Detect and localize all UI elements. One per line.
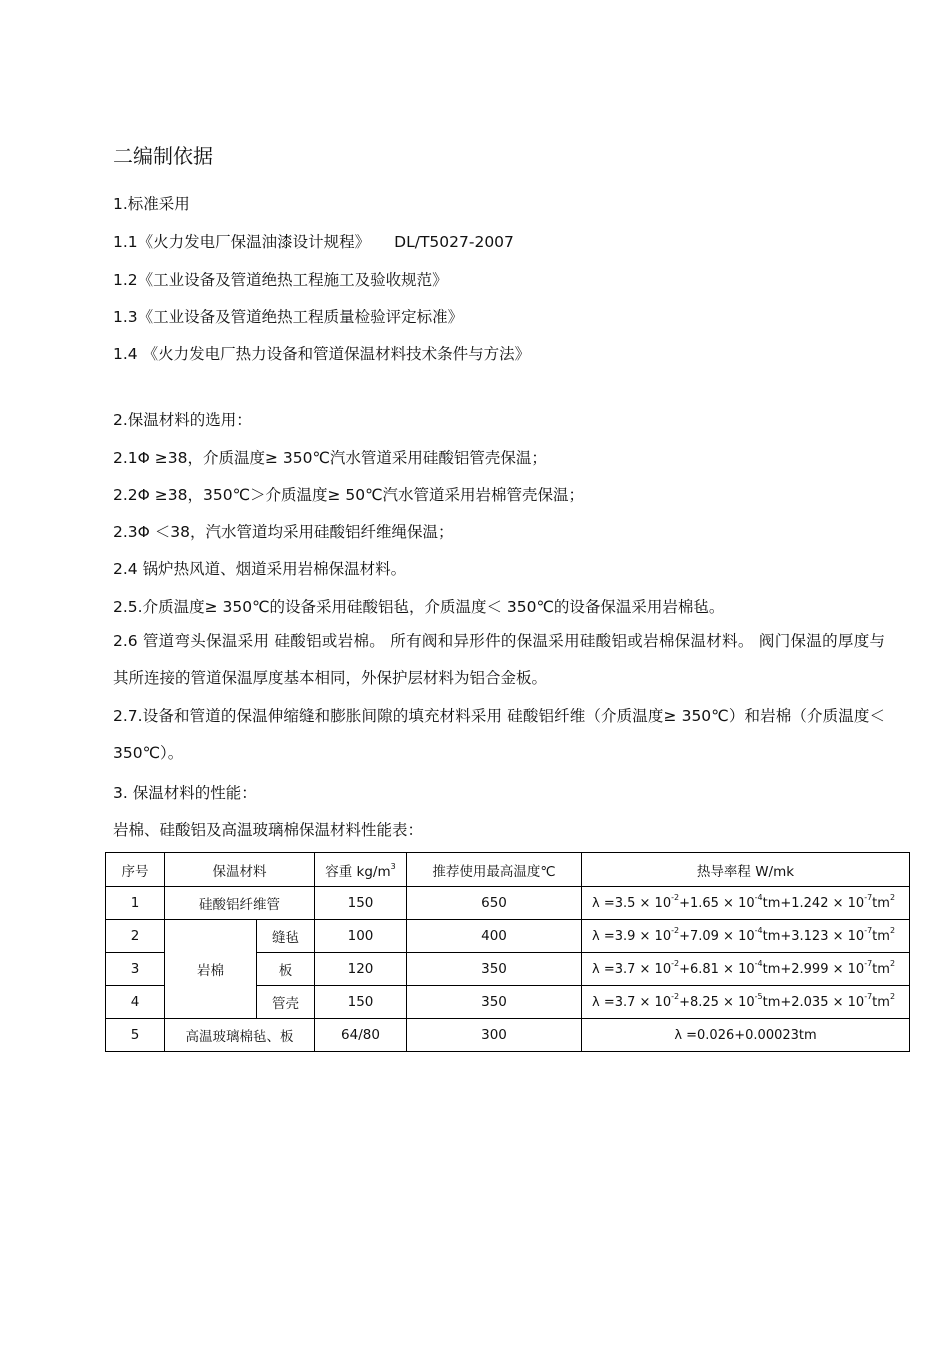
- cell-density: 100: [315, 920, 407, 953]
- material-item-2-2: 2.2Φ ≥38，350℃＞介质温度≥ 50℃汽水管道采用岩棉管壳保温；: [113, 486, 585, 504]
- cell-density: 150: [315, 887, 407, 920]
- table-row: [106, 887, 910, 920]
- material-item-2-5: 2.5.介质温度≥ 350℃的设备采用硅酸铝毡，介质温度＜ 350℃的设备保温采用岩棉毡。: [113, 598, 725, 616]
- cell-temp: 400: [407, 920, 582, 953]
- header-density: 容重 $kg/m^3$: [315, 853, 407, 887]
- standard-item-4: 1.4 《火力发电厂热力设备和管道保温材料技术条件与方法》: [113, 345, 531, 363]
- header-material: 保温材料: [165, 853, 315, 887]
- cell-conductivity: $\lambda =3.7 \times 10^{-2}+6.81 \times 10^{-4}tm+2.999 \times 10^{-7}tm^2$: [582, 953, 910, 986]
- section3-title: 3. 保温材料的性能：: [113, 784, 257, 802]
- standard-item-2: 1.2《工业设备及管道绝热工程施工及验收规范》: [113, 271, 448, 289]
- standard-item-1: [113, 230, 514, 252]
- cell-conductivity: $\lambda =3.7 \times 10^{-2}+8.25 \times 10^{-5}tm+2.035 \times 10^{-7}tm^2$: [582, 986, 910, 1019]
- header-temp: 推荐使用最高温度℃: [407, 853, 582, 887]
- cell-density: 150: [315, 986, 407, 1019]
- cell-no: 5: [106, 1019, 165, 1052]
- cell-material-sub: 缝毡: [257, 920, 315, 953]
- section1-title: 1.标准采用: [113, 195, 190, 213]
- cell-material-group: 岩棉: [165, 920, 257, 1019]
- cell-temp: 350: [407, 986, 582, 1019]
- cell-no: 2: [106, 920, 165, 953]
- table-header-row: [106, 853, 910, 887]
- standard-item-3: 1.3《工业设备及管道绝热工程质量检验评定标准》: [113, 308, 464, 326]
- cell-temp: 650: [407, 887, 582, 920]
- table-caption: 岩棉、硅酸铝及高温玻璃棉保温材料性能表：: [113, 821, 424, 839]
- material-item-2-6: 2.6 管道弯头保温采用 硅酸铝或岩棉。 所有阀和异形件的保温采用硅酸铝或岩棉保温材料。 阀门保温的厚度与其所连接的管道保温厚度基本相同，外保护层材料为铝合金板。: [113, 632, 885, 687]
- cell-material: 高温玻璃棉毡、板: [165, 1019, 315, 1052]
- cell-density: 120: [315, 953, 407, 986]
- insulation-performance-table: [105, 852, 910, 1052]
- cell-no: 1: [106, 887, 165, 920]
- cell-material-sub: 管壳: [257, 986, 315, 1019]
- cell-no: 4: [106, 986, 165, 1019]
- material-item-2-7: 2.7.设备和管道的保温伸缩缝和膨胀间隙的填充材料采用 硅酸铝纤维（介质温度≥ 350℃）和岩棉（介质温度＜ 350℃）。: [113, 707, 885, 762]
- standard-name: 1.1《火力发电厂保温油漆设计规程》: [113, 233, 371, 251]
- material-item-2-3: 2.3Φ ＜38，汽水管道均采用硅酸铝纤维绳保温；: [113, 523, 454, 541]
- cell-conductivity: $\lambda =3.9 \times 10^{-2}+7.09 \times 10^{-4}tm+3.123 \times 10^{-7}tm^2$: [582, 920, 910, 953]
- section2-title: 2.保温材料的选用：: [113, 411, 252, 429]
- material-item-2-4: 2.4 锅炉热风道、烟道采用岩棉保温材料。: [113, 560, 407, 578]
- cell-no: 3: [106, 953, 165, 986]
- cell-density: 64/80: [315, 1019, 407, 1052]
- cell-material: 硅酸铝纤维管: [165, 887, 315, 920]
- section-heading: 二编制依据: [113, 144, 213, 168]
- cell-conductivity: λ =0.026+0.00023tm: [582, 1019, 910, 1052]
- table-row: [106, 1019, 910, 1052]
- cell-temp: 300: [407, 1019, 582, 1052]
- cell-material-sub: 板: [257, 953, 315, 986]
- cell-temp: 350: [407, 953, 582, 986]
- material-item-2-1: 2.1Φ ≥38，介质温度≥ 350℃汽水管道采用硅酸铝管壳保温；: [113, 449, 547, 467]
- cell-conductivity: $\lambda =3.5 \times 10^{-2}+1.65 \times 10^{-4}tm+1.242 \times 10^{-7}tm^2$: [582, 887, 910, 920]
- header-conductivity: 热导率程 W/mk: [582, 853, 910, 887]
- table-row: [106, 920, 910, 953]
- header-no: 序号: [106, 853, 165, 887]
- standard-code: DL/T5027-2007: [394, 233, 514, 251]
